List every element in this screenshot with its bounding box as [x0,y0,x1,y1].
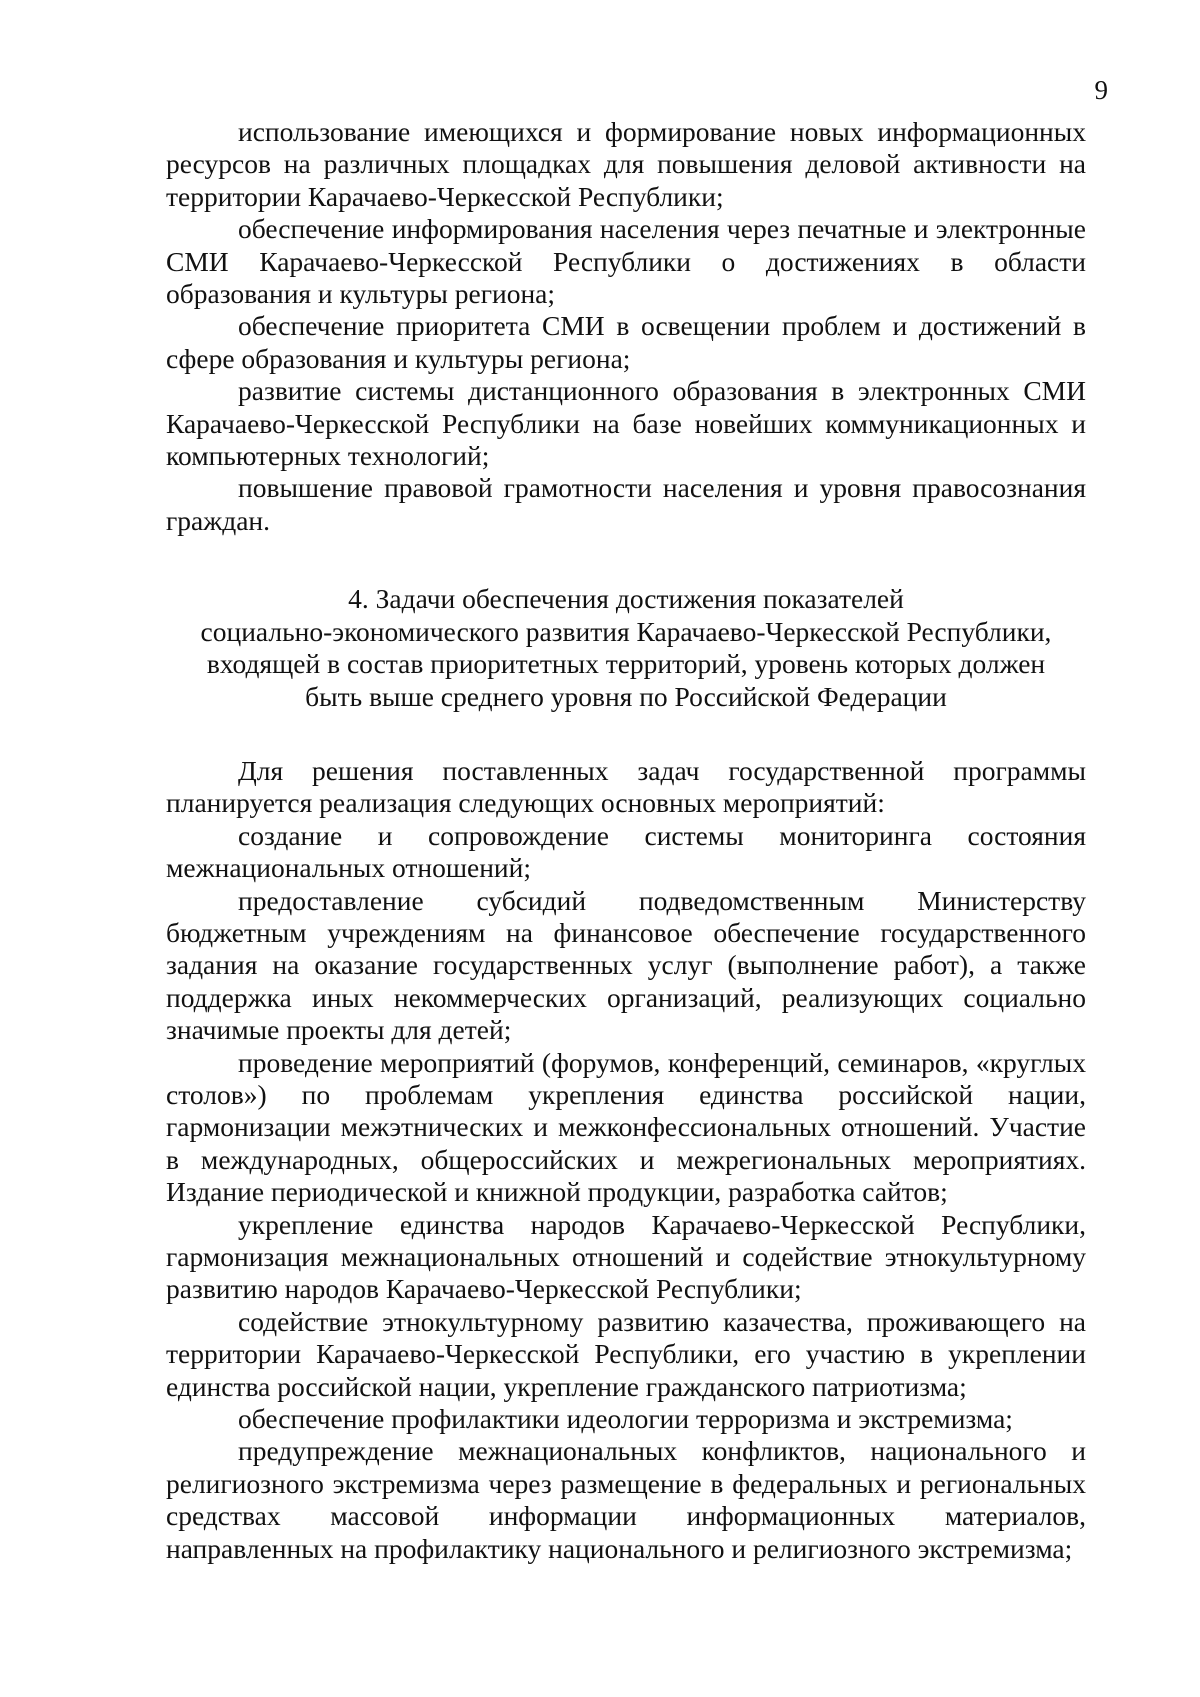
paragraph: обеспечение приоритета СМИ в освещении проблем и достижений в сфере образования и культуры региона; [166,310,1086,374]
paragraph: обеспечение профилактики идеологии терроризма и экстремизма; [238,1403,1013,1435]
paragraph: укрепление единства народов Карачаево-Черкесской Республики, гармонизация межнациональных отношений и содействие этнокультурному развитию народов Карачаево-Черкесской Республики; [166,1208,1086,1305]
paragraph: развитие системы дистанционного образования в электронных СМИ Карачаево-Черкесской Республики на базе новейших коммуникационных и компьютерных технологий; [166,375,1086,472]
paragraph: Для решения поставленных задач государственной программы планируется реализация следующих основных мероприятий: [166,754,1086,819]
paragraph: предоставление субсидий подведомственным Министерству бюджетным учреждениям на финансовое обеспечение государственного задания на оказание государственных услуг (выполнение работ), а также поддержка иных некоммерческих организаций, реализующих социально значимые проекты для детей; [166,884,1086,1046]
section-heading-line: 4. Задачи обеспечения достижения показателей [348,583,904,615]
paragraph: использование имеющихся и формирование новых информационных ресурсов на различных площадках для повышения деловой активности на территории Карачаево-Черкесской Республики; [166,116,1086,212]
section-heading-line: входящей в состав приоритетных территорий, уровень которых должен [206,648,1046,680]
page-number: 9 [1094,75,1108,105]
paragraph: создание и сопровождение системы мониторинга состояния межнациональных отношений; [166,819,1086,884]
section-heading [166,583,1086,713]
paragraph: предупреждение межнациональных конфликтов, национального и религиозного экстремизма через размещение в федеральных и региональных средствах массовой информации информационных материалов, направленных на профилактику национального и религиозного экстремизма; [166,1435,1086,1564]
document-body [166,116,1086,1565]
paragraph: проведение мероприятий (форумов, конференций, семинаров, «круглых столов») по проблемам укрепления единства российской нации, гармонизации межэтнических и межконфессиональных отношений. Участие в международных, общероссийских и межрегиональных мероприятиях. Издание периодической и книжной продукции, разработка сайтов; [166,1046,1086,1208]
section-heading-line: социально-экономического развития Карачаево-Черкесской Республики, [200,615,1052,647]
paragraph: обеспечение информирования населения через печатные и электронные СМИ Карачаево-Черкесской Республики о достижениях в области образования и культуры региона; [166,213,1086,310]
section-heading-line: быть выше среднего уровня по Российской Федерации [305,680,947,712]
paragraph: содействие этнокультурному развитию казачества, проживающего на территории Карачаево-Черкесской Республики, его участию в укреплении единства российской нации, укрепление гражданского патриотизма; [166,1305,1086,1402]
paragraph: повышение правовой грамотности населения и уровня правосознания граждан. [166,472,1086,536]
